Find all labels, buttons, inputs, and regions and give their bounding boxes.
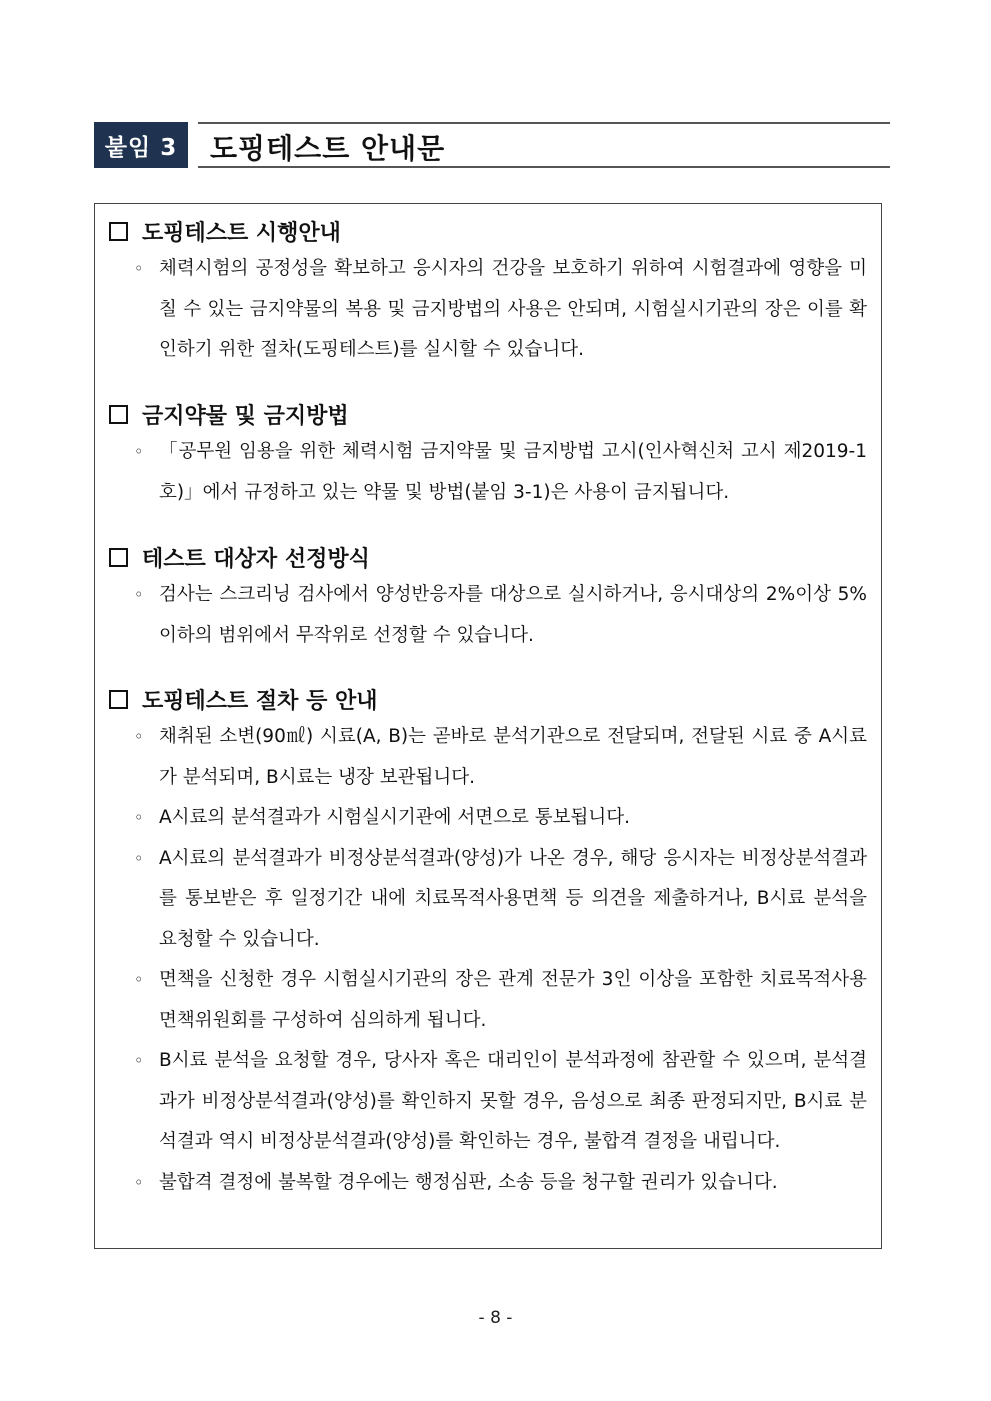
bullet-icon: ◦ — [134, 585, 144, 604]
section-title-text: 도핑테스트 절차 등 안내 — [142, 688, 378, 714]
list-item — [109, 1163, 867, 1204]
page-number: - 8 - — [478, 1308, 513, 1328]
list-item — [109, 839, 867, 961]
page-title: 도핑테스트 안내문 — [210, 132, 446, 165]
bullet-icon: ◦ — [134, 848, 144, 868]
section-procedure — [109, 681, 867, 1203]
section-doping-test-notice — [109, 213, 867, 371]
header — [94, 122, 890, 168]
bullet-icon: ◦ — [134, 259, 144, 278]
section-title — [109, 396, 867, 432]
list-item-text: 면책을 신청한 경우 시험실시기관의 장은 관계 전문가 3인 이상을 포함한 치료목적사용 면책위원회를 구성하여 심의하게 됩니다. — [159, 969, 867, 1031]
list-item — [109, 1041, 867, 1163]
bullet-icon: ◦ — [134, 1051, 144, 1070]
bullet-icon: ◦ — [134, 970, 144, 989]
list-item — [109, 960, 867, 1041]
section-title — [109, 539, 867, 575]
checkbox-square-icon — [109, 690, 128, 709]
checkbox-square-icon — [109, 222, 128, 241]
bullet-icon: ◦ — [134, 1172, 144, 1192]
list-item-text: 불합격 결정에 불복할 경우에는 행정심판, 소송 등을 청구할 권리가 있습니다. — [159, 1171, 778, 1193]
section-title-text: 금지약물 및 금지방법 — [142, 403, 349, 429]
section-selection-method — [109, 539, 867, 656]
title-bar — [198, 122, 890, 168]
list-item-text: 검사는 스크리닝 검사에서 양성반응자를 대상으로 실시하거나, 응시대상의 2%이상 5%이하의 범위에서 무작위로 선정할 수 있습니다. — [159, 584, 867, 646]
section-title — [109, 213, 867, 249]
list-item — [109, 249, 867, 371]
list-item-text: 「공무원 임용을 위한 체력시험 금지약물 및 금지방법 고시(인사혁신처 고시 제2019-1호)」에서 규정하고 있는 약물 및 방법(붙임 3-1)은 사용이 금지됩니다. — [159, 441, 867, 503]
section-title-text: 도핑테스트 시행안내 — [142, 220, 341, 246]
bullet-icon: ◦ — [134, 808, 144, 827]
section-title-text: 테스트 대상자 선정방식 — [142, 546, 370, 572]
list-item — [109, 798, 867, 839]
bullet-icon: ◦ — [134, 442, 144, 461]
list-item-text: A시료의 분석결과가 시험실시기관에 서면으로 통보됩니다. — [159, 807, 630, 828]
bullet-icon: ◦ — [134, 727, 144, 746]
checkbox-square-icon — [109, 405, 128, 424]
checkbox-square-icon — [109, 548, 128, 567]
section-title — [109, 681, 867, 717]
list-item — [109, 717, 867, 798]
attachment-badge: 붙임 3 — [94, 122, 188, 168]
list-item-text: B시료 분석을 요청할 경우, 당사자 혹은 대리인이 분석과정에 참관할 수 있으며, 분석결과가 비정상분석결과(양성)를 확인하지 못할 경우, 음성으로 최종 판정되지만, B시료 분석결과 역시 비정상분석결과(양성)를 확인하는 경우, 불합격 결정을 내립니다. — [159, 1050, 867, 1152]
list-item-text: A시료의 분석결과가 비정상분석결과(양성)가 나온 경우, 해당 응시자는 비정상분석결과를 통보받은 후 일정기간 내에 치료목적사용면책 등 의견을 제출하거나, B시료 분석을 요청할 수 있습니다. — [159, 847, 867, 950]
list-item — [109, 575, 867, 656]
list-item-text: 체력시험의 공정성을 확보하고 응시자의 건강을 보호하기 위하여 시험결과에 영향을 미칠 수 있는 금지약물의 복용 및 금지방법의 사용은 안되며, 시험실시기관의 장은 이를 확인하기 위한 절차(도핑테스트)를 실시할 수 있습니다. — [159, 258, 867, 360]
list-item — [109, 432, 867, 513]
content-box — [94, 203, 882, 1249]
section-prohibited-substances — [109, 396, 867, 513]
list-item-text: 채취된 소변(90㎖) 시료(A, B)는 곧바로 분석기관으로 전달되며, 전달된 시료 중 A시료가 분석되며, B시료는 냉장 보관됩니다. — [159, 726, 867, 788]
